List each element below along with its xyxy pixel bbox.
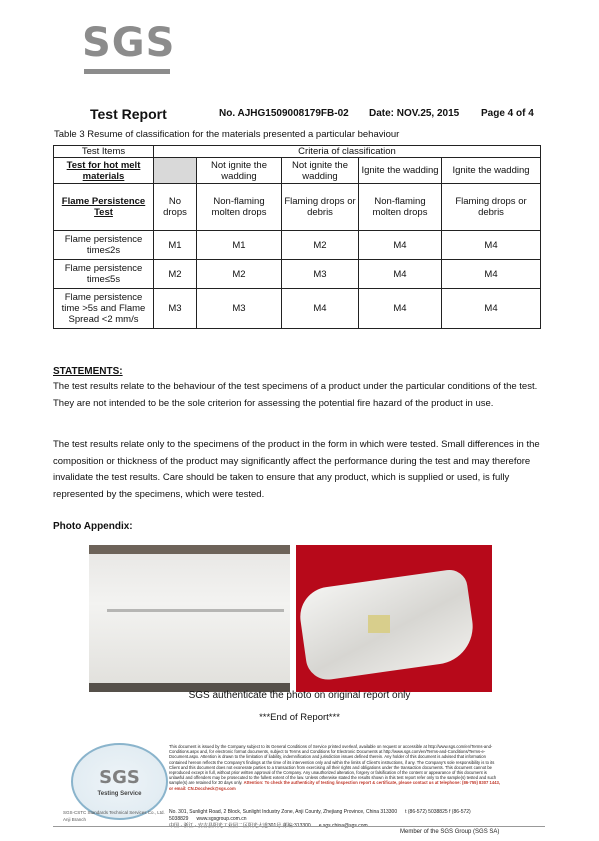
table-cell: Flaming drops or debris — [442, 184, 541, 231]
row-label: Flame persistence time >5s and Flame Spread <2 mm/s — [54, 289, 154, 329]
table-cell: M4 — [359, 289, 442, 329]
sgs-logo: SGS — [82, 20, 176, 66]
report-header — [0, 106, 599, 124]
report-number: No. AJHG1509008179FB-02 — [219, 108, 349, 119]
row-label: Test for hot melt materials — [54, 158, 154, 184]
table-row — [54, 231, 541, 260]
address-web: www.sgsgroup.com.cn — [196, 816, 247, 822]
table-cell: Ignite the wadding — [359, 158, 442, 184]
row-label: Flame Persistence Test — [54, 184, 154, 231]
table-cell: Flaming drops or debris — [282, 184, 359, 231]
classification-table — [53, 145, 541, 329]
table-row — [54, 289, 541, 329]
photo-authenticate-note: SGS authenticate the photo on original report only — [188, 690, 411, 701]
table-cell: Non-flaming molten drops — [359, 184, 442, 231]
table-header-row — [54, 146, 541, 158]
table-cell: Not ignite the wadding — [197, 158, 282, 184]
table-cell: M4 — [442, 260, 541, 289]
table-cell: Non-flaming molten drops — [197, 184, 282, 231]
photo-appendix-heading: Photo Appendix: — [53, 521, 133, 532]
table-cell: M3 — [282, 260, 359, 289]
statement-paragraph-1: The test results relate to the behaviour of the test specimens of a product under the particular conditions of the test. They are not intended to be the sole criterion for assessing the potential fire hazard of the product in use. — [53, 381, 538, 409]
fabric-seam — [107, 609, 284, 612]
table-cell: M3 — [154, 289, 197, 329]
report-date: Date: NOV.25, 2015 — [369, 108, 460, 119]
header-test-items: Test Items — [54, 146, 154, 158]
footer-company-name: SGS-CSTC Standards Technical Services Co., Ltd. Anji Branch — [63, 810, 165, 822]
seal-text: Testing Service — [97, 791, 142, 797]
table-row — [54, 158, 541, 184]
attention-text: Attention: To check the authenticity of testing /inspection report & certificate, please contact us at telephone: (86-755) 8307 1443, or email: CN.Doccheck@sgs.com — [169, 780, 501, 791]
table-cell: M4 — [359, 260, 442, 289]
table-cell: M2 — [197, 260, 282, 289]
sample-label-tag — [368, 615, 390, 633]
table-cell — [154, 158, 197, 184]
table-cell: M4 — [359, 231, 442, 260]
table-cell: M4 — [442, 231, 541, 260]
address-tel: t (86-572) 5038825 f (86-572) 5038829 — [169, 809, 471, 822]
footer-disclaimer — [169, 744, 503, 791]
address-en: No. 301, Sunlight Road, 2 Block, Sunlight Industry Zone, Anji County, Zhejiang Province, China 313300 — [169, 809, 398, 815]
table-cell: M3 — [197, 289, 282, 329]
table-cell: M2 — [154, 260, 197, 289]
page-number: Page 4 of 4 — [481, 108, 534, 119]
table-cell: M2 — [282, 231, 359, 260]
footer-divider — [53, 826, 545, 827]
table-row — [54, 260, 541, 289]
table-cell: No drops — [154, 184, 197, 231]
statement-paragraph-2: The test results relate only to the specimens of the product in the form in which were tested. Small differences in the composition or thickness of the product may significantly affect the performance during the test and may therefore invalidate the test results. Care should be taken to ensure that any product, which is supplied or used, is fully represented by the specimens, which were tested. — [53, 439, 540, 500]
member-of-sgs: Member of the SGS Group (SGS SA) — [400, 829, 500, 835]
table-cell: M4 — [282, 289, 359, 329]
sample-photo-flat — [89, 545, 290, 692]
table-row — [54, 184, 541, 231]
disclaimer-text: This document is issued by the Company subject to its General Conditions of Service printed overleaf, available on request or accessible at http://www.sgs.com/en/Terms-and-Conditions.aspx and, for electronic format documents, subject to Terms and Conditions for Electronic Documents at http://www.sgs.com/en/Terms-and-Conditions/Terms-e-Document.aspx. Attention is drawn to the limitation of liability, indemnification and jurisdiction issues defined therein. Any holder of this document is advised that information contained hereon reflects the Company's findings at the time of its intervention only and within the limits of Client's instructions, if any. The Company's sole responsibility is to its Client and this document does not exonerate parties to a transaction from exercising all their rights and obligations under the transaction documents. This document cannot be reproduced except in full, without prior written approval of the Company. Any unauthorized alteration, forgery or falsification of the content or appearance of this document is unlawful and offenders may be prosecuted to the fullest extent of the law. Unless otherwise stated the results shown in this test report refer only to the sample(s) tested and such sample(s) are retained for 30 days only. — [169, 744, 497, 786]
header-criteria: Criteria of classification — [154, 146, 541, 158]
table-cell: Not ignite the wadding — [282, 158, 359, 184]
report-title: Test Report — [90, 106, 167, 122]
table-cell: M4 — [442, 289, 541, 329]
table-cell: Ignite the wadding — [442, 158, 541, 184]
table-cell: M1 — [154, 231, 197, 260]
table-cell: M1 — [197, 231, 282, 260]
row-label: Flame persistence time≤2s — [54, 231, 154, 260]
sample-photo-crumpled — [296, 545, 492, 692]
end-of-report: ***End of Report*** — [259, 712, 340, 723]
row-label: Flame persistence time≤5s — [54, 260, 154, 289]
table-caption: Table 3 Resume of classification for the materials presented a particular behaviour — [54, 129, 400, 140]
seal-logo: SGS — [99, 767, 140, 788]
statements-heading: STATEMENTS: — [53, 366, 123, 377]
logo-underline — [84, 69, 170, 74]
